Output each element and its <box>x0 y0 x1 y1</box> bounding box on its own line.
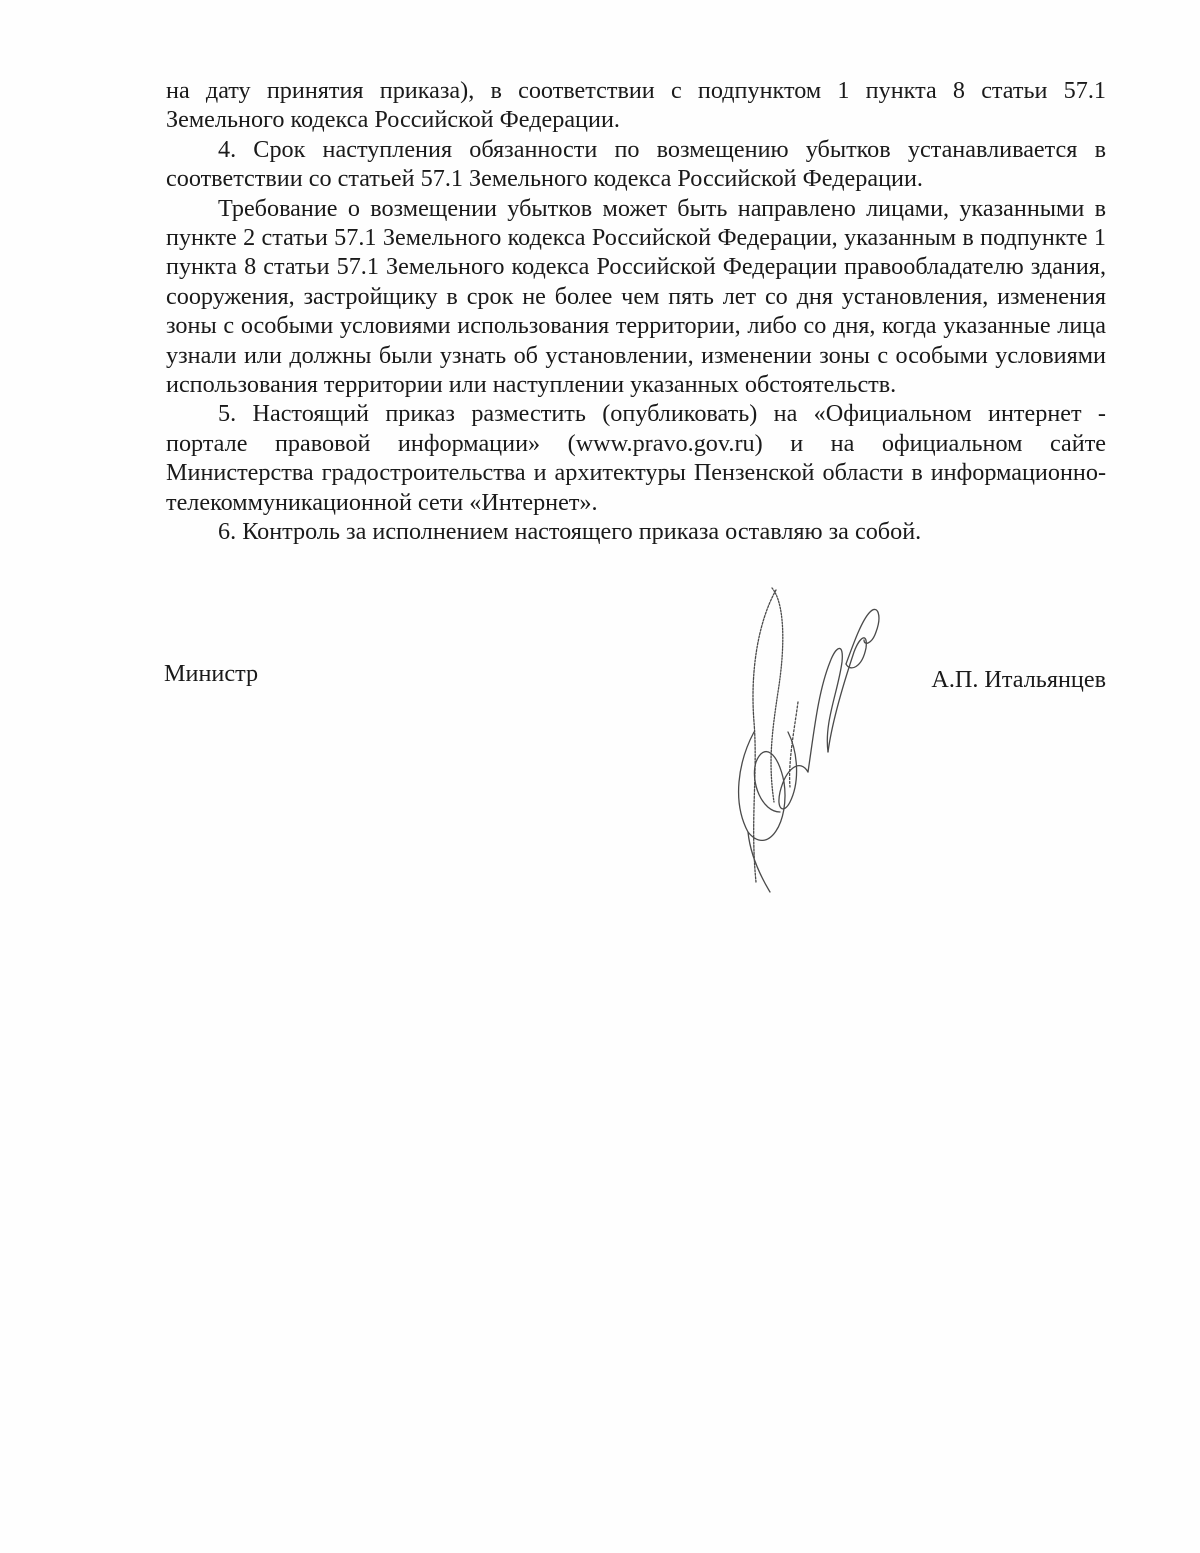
signer-position: Министр <box>164 660 259 687</box>
signature-block <box>0 660 1200 700</box>
signer-name: А.П. Итальянцев <box>931 666 1106 693</box>
handwritten-signature <box>728 582 888 902</box>
paragraph-item-5: 5. Настоящий приказ разместить (опубликовать) на «Официальном интернет - портале правовой информации» (www.pravo.gov.ru) и на официальном сайте Министерства градостроительства и архитектуры Пензенской области в информационно-телекоммуникационной сети «Интернет». <box>166 400 1106 516</box>
paragraph-continuation: на дату принятия приказа), в соответствии с подпунктом 1 пункта 8 статьи 57.1 Земельного кодекса Российской Федерации. <box>166 77 1106 134</box>
paragraph-claim-requirement: Требование о возмещении убытков может быть направлено лицами, указанными в пункте 2 статьи 57.1 Земельного кодекса Российской Федерации, указанным в подпункте 1 пункта 8 статьи 57.1 Земельного кодекса Российской Федерации правообладателю здания, сооружения, застройщику в срок не более чем пять лет со дня установления, изменения зоны с особыми условиями использования территории, либо со дня, когда указанные лица узнали или должны были узнать об установлении, изменении зоны с особыми условиями использования территории или наступлении указанных обстоятельств. <box>166 194 1106 399</box>
paragraph-item-4: 4. Срок наступления обязанности по возмещению убытков устанавливается в соответствии со статьей 57.1 Земельного кодекса Российской Федерации. <box>166 135 1106 193</box>
paragraph-item-6: 6. Контроль за исполнением настоящего приказа оставляю за собой. <box>218 518 922 546</box>
document-body <box>166 76 1106 547</box>
